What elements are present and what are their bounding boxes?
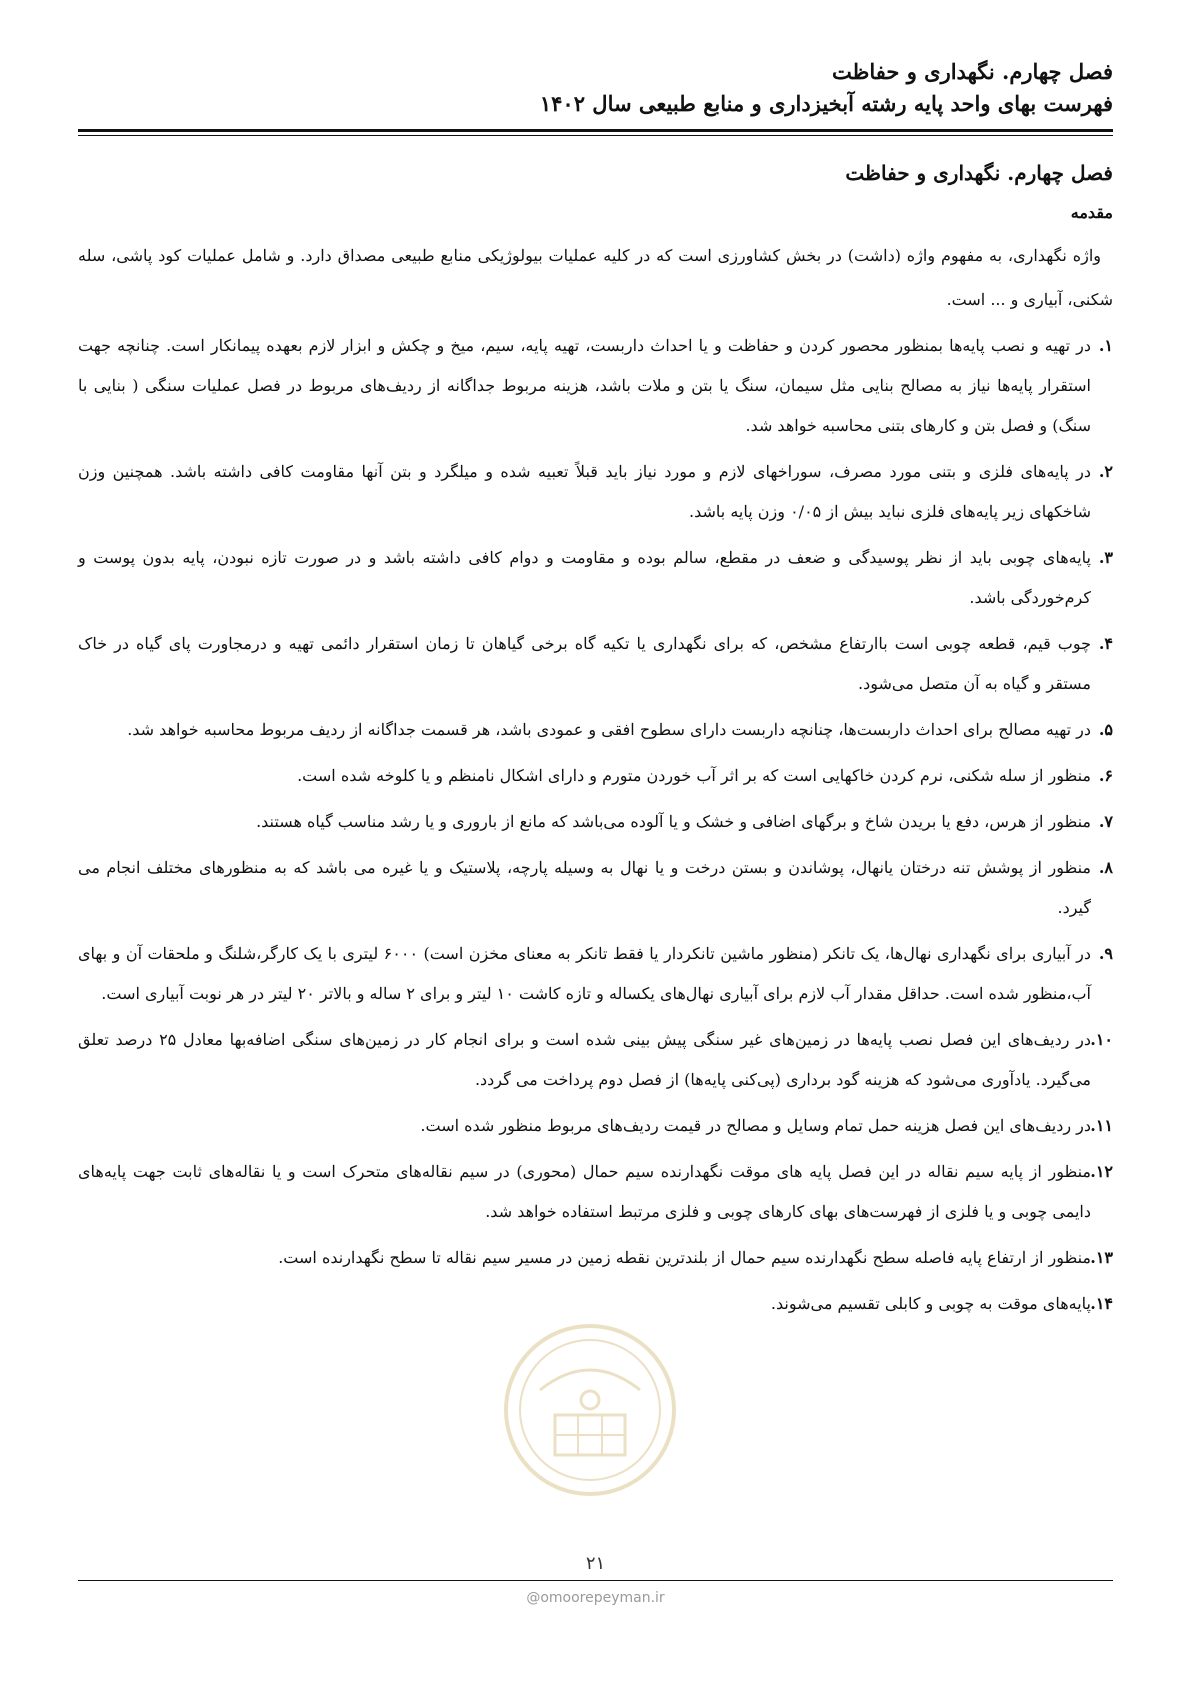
chapter-title: فصل چهارم. نگهداری و حفاظت — [845, 161, 1113, 185]
list-item — [78, 710, 1113, 750]
running-header — [78, 56, 1113, 120]
item-number: ۳. — [1098, 548, 1113, 567]
item-number: ۷. — [1098, 812, 1113, 831]
intro-heading: مقدمه — [1070, 203, 1113, 222]
item-text: در آبیاری برای نگهداری نهال‌ها، یک تانکر (منظور ماشین تانکردار یا فقط تانکر به معنای مخزن است) ۶۰۰۰ لیتری با یک کارگر،شلنگ و ملحقات آن و بهای آب،منظور شده است. حداقل مقدار آب لازم برای آبیاری نهال‌های یکساله و تازه کاشت ۱۰ لیتر و برای ۲ ساله و بالاتر ۲۰ لیتر در هر نوبت آبیاری است. — [78, 944, 1091, 1003]
intro-paragraph: واژه نگهداری، به مفهوم واژه (داشت) در بخش کشاورزی است که در کلیه عملیات بیولوژیکی منابع طبیعی مصداق دارد. و شامل عملیات کود پاشی، سله شکنی، آبیاری و ... است. — [78, 246, 1113, 309]
watermark-seal-icon — [500, 1320, 680, 1500]
list-item — [78, 1152, 1113, 1232]
item-number: ۹. — [1098, 944, 1113, 963]
notes-list — [78, 326, 1113, 1324]
list-item — [78, 1284, 1113, 1324]
item-text: در تهیه مصالح برای احداث داربست‌ها، چنانچه داربست دارای سطوح افقی و عمودی باشد، هر قسمت جداگانه از ردیف مربوط محاسبه خواهد شد. — [127, 720, 1091, 739]
item-number: ۱۲. — [1090, 1162, 1113, 1181]
list-item — [78, 538, 1113, 618]
item-number: ۲. — [1098, 462, 1113, 481]
item-number: ۱۴. — [1090, 1294, 1113, 1313]
list-item — [78, 848, 1113, 928]
page-number: ۲۱ — [585, 1553, 606, 1574]
item-number: ۱۰. — [1090, 1030, 1113, 1049]
header-rule-thick — [78, 129, 1113, 132]
list-item — [78, 934, 1113, 1014]
item-text: منظور از سله شکنی، نرم کردن خاکهایی است که بر اثر آب خوردن متورم و دارای اشکال نامنظم و یا کلوخه شده است. — [297, 766, 1091, 785]
list-item — [78, 1020, 1113, 1100]
list-item — [78, 1106, 1113, 1146]
header-rule-thin — [78, 135, 1113, 136]
list-item — [78, 802, 1113, 842]
item-number: ۴. — [1098, 634, 1113, 653]
item-text: چوب قیم، قطعه چوبی است باارتفاع مشخص، که برای نگهداری یا تکیه گاه برخی گیاهان تا زمان استقرار دائمی تهیه و درمجاورت پای گیاه در خاک مستقر و گیاه به آن متصل می‌شود. — [78, 634, 1092, 693]
item-number: ۵. — [1098, 720, 1113, 739]
item-text: منظور از پایه سیم نقاله در این فصل پایه های موقت نگهدارنده سیم حمال (محوری) در سیم نقاله‌های متحرک است و یا نقاله‌های ثابت جهت پایه‌های دایمی چوبی و یا فلزی از فهرست‌های بهای کارهای چوبی و فلزی مرتبط استفاده خواهد شد. — [78, 1162, 1091, 1221]
header-chapter-title: فصل چهارم. نگهداری و حفاظت — [832, 59, 1113, 84]
item-text: در ردیف‌های این فصل نصب پایه‌ها در زمین‌های غیر سنگی پیش بینی شده است و برای انجام کار در زمین‌های سنگی اضافه‌بها معادل ۲۵ درصد تعلق می‌گیرد. یادآوری می‌شود که هزینه گود برداری (پی‌کنی پایه‌ها) از فصل دوم پرداخت می گردد. — [78, 1030, 1092, 1089]
item-text: منظور از هرس، دفع یا بریدن شاخ و برگهای اضافی و خشک و یا آلوده می‌باشد که مانع از باروری و یا رشد مناسب گیاه هستند. — [256, 812, 1091, 831]
item-text: در تهیه و نصب پایه‌ها بمنظور محصور کردن و حفاظت و یا احداث داربست، تهیه پایه، سیم، میخ و چکش و ابزار لازم بعهده پیمانکار است. چنانچه جهت استقرار پایه‌ها نیاز به مصالح بنایی مثل سیمان، سنگ یا بتن و ملات باشد، هزینه مربوط جداگانه از ردیف‌های مربوط در فصل عملیات سنگی ( بنایی با سنگ) و فصل بتن و کارهای بتنی محاسبه خواهد شد. — [78, 336, 1091, 435]
item-number: ۶. — [1098, 766, 1113, 785]
list-item — [78, 326, 1113, 446]
item-number: ۱۳. — [1090, 1248, 1113, 1267]
item-text: منظور از ارتفاع پایه فاصله سطح نگهدارنده سیم حمال از بلندترین نقطه زمین در مسیر سیم نقاله تا سطح نگهدارنده است. — [278, 1248, 1091, 1267]
list-item — [78, 756, 1113, 796]
site-credit: @omoorepeyman.ir — [526, 1590, 665, 1606]
list-item — [78, 1238, 1113, 1278]
header-document-title: فهرست بهای واحد پایه رشته آبخیزداری و منابع طبیعی سال ۱۴۰۲ — [539, 91, 1113, 116]
list-item — [78, 452, 1113, 532]
page-content — [78, 158, 1113, 1330]
item-text: منظور از پوشش تنه درختان یانهال، پوشاندن و بستن درخت و یا نهال به وسیله پارچه، پلاستیک و یا غیره می باشد که به منظورهای مختلف انجام می گیرد. — [78, 858, 1091, 917]
list-item — [78, 624, 1113, 704]
item-text: پایه‌های چوبی باید از نظر پوسیدگی و ضعف در مقطع، سالم بوده و مقاومت و دوام کافی داشته باشد و در صورت تازه نبودن، پایه بدون پوست و کرم‌خوردگی باشد. — [78, 548, 1091, 607]
footer-rule — [78, 1580, 1113, 1581]
item-text: در ردیف‌های این فصل هزینه حمل تمام وسایل و مصالح در قیمت ردیف‌های مربوط منظور شده است. — [420, 1116, 1091, 1135]
item-number: ۸. — [1098, 858, 1113, 877]
item-text: در پایه‌های فلزی و بتنی مورد مصرف، سوراخهای لازم و مورد نیاز باید قبلاً تعبیه شده و میلگرد و بتن آنها مقاومت کافی داشته باشد. همچنین وزن شاخکهای زیر پایه‌های فلزی نباید بیش از ۰/۰۵ وزن پایه باشد. — [78, 462, 1091, 521]
item-number: ۱. — [1098, 336, 1113, 355]
item-text: پایه‌های موقت به چوبی و کابلی تقسیم می‌شوند. — [770, 1294, 1091, 1313]
item-number: ۱۱. — [1090, 1116, 1113, 1135]
